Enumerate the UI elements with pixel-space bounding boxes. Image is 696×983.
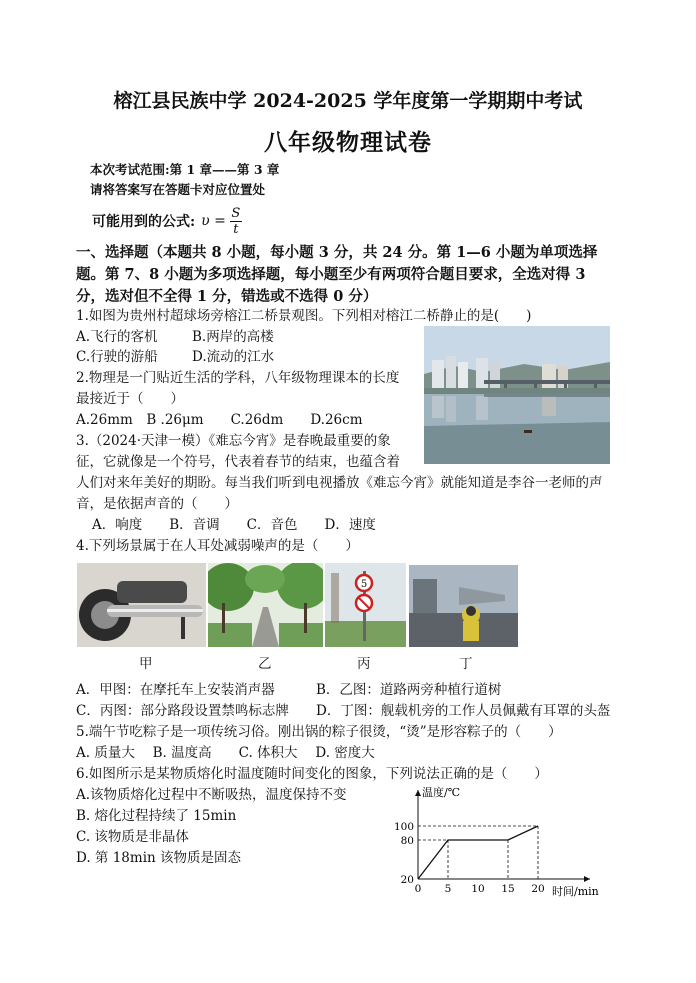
q1-stem: 1.如图为贵州村超球场旁榕江二桥景观图。下列相对榕江二桥静止的是( ) xyxy=(76,308,532,324)
q3-line3: 人们对来年美好的期盼。每当我们听到电视播放《难忘今宵》就能知道是李谷一老师的声 xyxy=(76,475,603,491)
q4-label-ding: 丁 xyxy=(459,656,473,672)
motorcycle-muffler-photo xyxy=(77,563,206,647)
y-axis-arrow xyxy=(415,790,421,796)
q1-option-d: D.流动的江水 xyxy=(192,349,275,365)
q3-line1: 3.（2024·天津一模）《难忘今宵》是春晚最重要的象 xyxy=(76,433,391,449)
bridge-landscape-photo xyxy=(424,326,610,464)
x-tick-label: 20 xyxy=(531,883,545,895)
q1-option-c: C.行驶的游船 xyxy=(76,349,158,365)
q6-option-a: A.该物质熔化过程中不断吸热，温度保持不变 xyxy=(76,787,347,803)
formula-fraction xyxy=(230,206,242,237)
exam-scope: 本次考试范围:第 1 章——第 3 章 xyxy=(90,162,280,177)
y-tick-label: 20 xyxy=(400,874,414,886)
formula-lhs: υ = xyxy=(201,213,226,229)
q1-option-a: A.飞行的客机 xyxy=(76,329,158,345)
q3-line4: 音，是依据声音的（ ） xyxy=(76,496,238,512)
x-tick-label: 5 xyxy=(444,883,452,895)
q2-line2: 最接近于（ ） xyxy=(76,391,184,407)
formula-label: 可能用到的公式: xyxy=(92,214,196,230)
q4-option-d: D．丁图：舰载机旁的工作人员佩戴有耳罩的头盔 xyxy=(316,703,611,719)
x-tick-label: 10 xyxy=(471,883,485,895)
school-exam-title: 榕江县民族中学 2024-2025 学年度第一学期期中考试 xyxy=(113,90,583,112)
q5-options: A. 质量大 B. 温度高 C. 体积大 D. 密度大 xyxy=(76,745,375,761)
q1-option-b: B.两岸的高楼 xyxy=(192,329,274,345)
answer-instruction: 请将答案写在答题卡对应位置处 xyxy=(90,182,266,197)
temperature-series-line xyxy=(418,826,538,879)
exam-paper-title: 八年级物理试卷 xyxy=(264,129,432,156)
q4-label-yi: 乙 xyxy=(258,656,272,672)
x-tick-label: 15 xyxy=(501,883,515,895)
speed-sign-number: 5 xyxy=(360,579,368,590)
melting-temperature-chart xyxy=(390,780,620,900)
y-axis-label: 温度/℃ xyxy=(422,786,461,799)
q3-options: A．响度 B．音调 C．音色 D．速度 xyxy=(92,517,376,533)
q4-label-jia: 甲 xyxy=(139,656,153,672)
q2-options: A.26mm B .26μm C.26dm D.26cm xyxy=(76,412,363,428)
q6-stem: 6.如图所示是某物质熔化时温度随时间变化的图象，下列说法正确的是（ ） xyxy=(76,766,548,782)
y-tick-label: 80 xyxy=(400,835,414,847)
q6-option-c: C. 该物质是非晶体 xyxy=(76,829,189,845)
q4-option-c: C．丙图：部分路段设置禁鸣标志牌 xyxy=(76,703,289,719)
q5-stem: 5.端午节吃粽子是一项传统习俗。刚出锅的粽子很烫，“烫”是形容粽子的（ ） xyxy=(76,724,562,740)
q4-label-bing: 丙 xyxy=(357,656,371,672)
q4-stem: 4.下列场景属于在人耳处减弱噪声的是（ ） xyxy=(76,538,359,554)
section-one-line3: 分，选对但不全得 1 分，错选或不选得 0 分） xyxy=(76,288,378,305)
y-tick-label: 100 xyxy=(393,821,414,833)
carrier-crew-headset-photo xyxy=(409,565,518,647)
section-one-line1: 一、选择题（本题共 8 小题，每小题 3 分，共 24 分。第 1—6 小题为单项选择 xyxy=(76,244,598,261)
x-axis-label: 时间/min xyxy=(552,885,599,898)
formula-line xyxy=(92,200,242,242)
q3-line2: 征，它就像是一个符号，代表着春节的结束，也蕴含着 xyxy=(76,454,400,470)
x-tick-label: 0 xyxy=(414,883,422,895)
formula-numerator: S xyxy=(231,205,241,221)
q4-option-b: B．乙图：道路两旁种植行道树 xyxy=(316,682,502,698)
q2-line1: 2.物理是一门贴近生活的学科，八年级物理课本的长度 xyxy=(76,370,400,386)
q6-option-b: B. 熔化过程持续了 15min xyxy=(76,808,237,824)
formula-denominator: t xyxy=(233,221,239,237)
q4-option-a: A．甲图：在摩托车上安装消声器 xyxy=(76,682,275,698)
no-honking-sign-photo xyxy=(325,563,406,647)
roadside-trees-photo xyxy=(208,563,323,647)
q6-option-d: D. 第 18min 该物质是固态 xyxy=(76,850,241,866)
section-one-line2: 题。第 7、8 小题为多项选择题，每小题至少有两项符合题目要求，全选对得 3 xyxy=(76,266,586,283)
x-axis-arrow xyxy=(584,876,590,882)
